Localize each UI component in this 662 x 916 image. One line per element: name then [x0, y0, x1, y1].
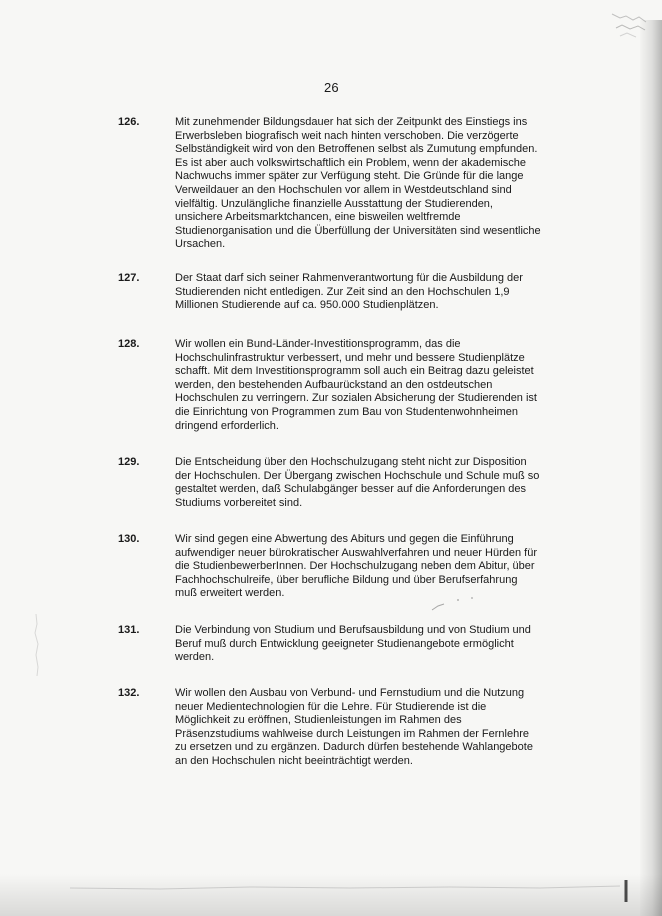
paragraph-number: 129.: [118, 456, 140, 468]
paragraph-number: 128.: [118, 338, 140, 350]
left-margin-scan-artifact: [28, 610, 46, 680]
paragraph-number: 127.: [118, 272, 140, 284]
paragraph-127: [118, 272, 548, 320]
paragraph-text: Die Entscheidung über den Hochschulzugang steht nicht zur Disposition der Hochschulen. Der Übergang zwischen Hochschule und Schule muß so gestaltet werden, daß Schulabgänger besser auf die Anforderungen des Studiums vorbereitet sind.: [175, 456, 540, 509]
paragraph-number: 130.: [118, 533, 140, 545]
paragraph-text: Die Verbindung von Studium und Berufsausbildung und von Studium und Beruf muß durch Entwicklung geeigneter Studienangebote ermöglicht werden.: [175, 624, 531, 664]
paragraph-text: Wir wollen ein Bund-Länder-Investitionsprogramm, das die Hochschulinfrastruktur verbessert, und mehr und bessere Studienplätze schafft. Mit dem Investitionsprogramm soll auch ein Beitrag dazu geleistet werden, den bestehenden Aufbaurückstand an den ostdeutschen Hochschulen zu verringern. Zur sozialen Absicherung der Studierenden ist die Einrichtung von Programmen zum Bau von Studentenwohnheimen dringend erforderlich.: [175, 338, 537, 432]
paragraph-number: 131.: [118, 624, 140, 636]
paragraph-text: Der Staat darf sich seiner Rahmenverantwortung für die Ausbildung der Studierenden nicht entledigen. Zur Zeit sind an den Hochschulen 1,9 Millionen Studierende auf ca. 950.000 Studienplätzen.: [175, 272, 523, 312]
paragraph-number: 132.: [118, 687, 140, 699]
paragraph-129: [118, 456, 548, 514]
paragraph-text: Mit zunehmender Bildungsdauer hat sich der Zeitpunkt des Einstiegs ins Erwerbsleben biografisch weit nach hinten verschoben. Die verzögerte Selbständigkeit wird von den Betroffenen selbst als Zumutung empfunden. Es ist aber auch volkswirtschaftlich ein Problem, wenn der akademische Nachwuchs immer später zur Verfügung steht. Die Gründe für die lange Verweildauer an den Hochschulen vor allem in Westdeutschland sind vielfältig. Unzulängliche finanzielle Ausstattung der Studierenden, unsichere Arbeitsmarktchancen, eine bisweilen weltfremde Studienorganisation und die Überfüllung der Universitäten sind wesentliche Ursachen.: [175, 116, 541, 251]
corner-scan-artifact: [608, 8, 652, 42]
paragraph-text: Wir wollen den Ausbau von Verbund- und Fernstudium und die Nutzung neuer Medientechnologien für die Lehre. Für Studierende ist die Möglichkeit zu eröffnen, Studienleistungen im Rahmen des Präsenzstudiums wahlweise durch Leistungen im Rahmen der Fernlehre zu ersetzen und zu ergänzen. Dadurch dürfen bestehende Wahlangebote an den Hochschulen nicht beeinträchtigt werden.: [175, 687, 533, 767]
paragraph-128: [118, 338, 548, 434]
paragraph-126: [118, 116, 548, 256]
footer-scan-artifact: [0, 878, 662, 904]
paragraph-130: [118, 533, 548, 605]
paragraph-131: [118, 624, 548, 668]
page-number: 26: [324, 80, 339, 95]
scan-shadow-right: [640, 20, 662, 916]
paragraph-text: Wir sind gegen eine Abwertung des Abiturs und gegen die Einführung aufwendiger neuer bürokratischer Auswahlverfahren und neuer Hürden für die StudienbewerberInnen. Der Hochschulzugang neben dem Abitur, über Fachhochschulreife, über berufliche Bildung und über Berufserfahrung muß erweitert werden.: [175, 533, 537, 600]
paragraph-number: 126.: [118, 116, 140, 128]
paragraph-132: [118, 687, 548, 773]
